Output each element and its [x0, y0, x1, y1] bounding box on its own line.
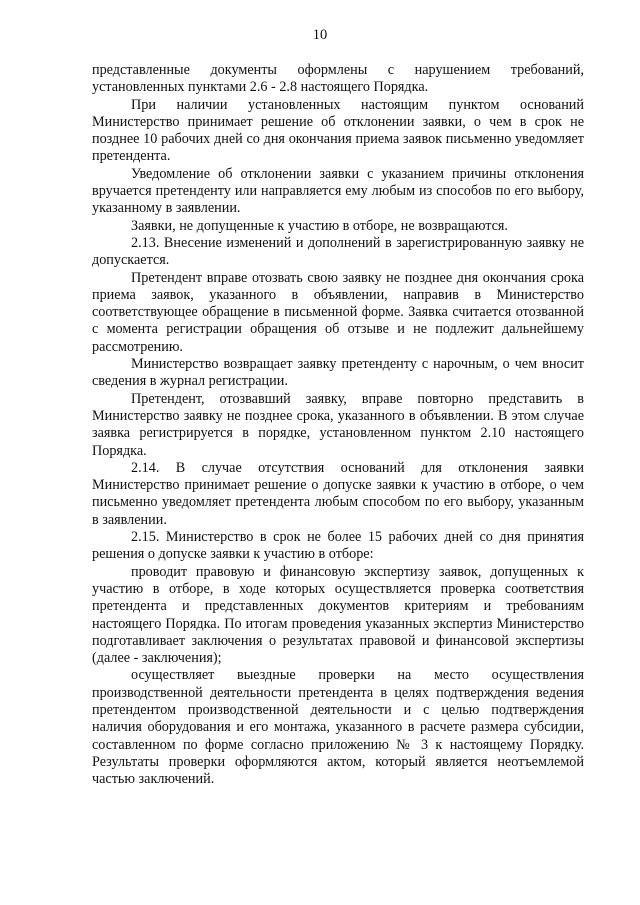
paragraph-continuation: представленные документы оформлены с нарушением требований, установленных пунктами 2.6 - 2.8 настоящего Порядка. — [92, 62, 584, 96]
paragraph-not-returned: Заявки, не допущенные к участию в отборе, не возвращаются. — [131, 217, 508, 234]
page-number: 10 — [312, 27, 328, 43]
document-body — [92, 62, 584, 788]
paragraph-rejection-notice: Уведомление об отклонении заявки с указанием причины отклонения вручается претенденту или направляется ему любым из способов по его выбору, указанному в заявлении. — [92, 165, 584, 217]
paragraph-withdrawal: Претендент вправе отозвать свою заявку не позднее дня окончания срока приема заявок, указанного в объявлении, направив в Министерство соответствующее обращение в письменной форме. Заявка считается отозванной с момента регистрации обращения об отзыве и не подлежит дальнейшему рассмотрению. — [92, 269, 584, 355]
paragraph-rejection-decision: При наличии установленных настоящим пунктом оснований Министерство принимает решение об отклонении заявки, о чем в срок не позднее 10 рабочих дней со дня окончания приема заявок письменно уведомляет претендента. — [92, 96, 584, 165]
paragraph-2-13: 2.13. Внесение изменений и дополнений в зарегистрированную заявку не допускается. — [92, 234, 584, 269]
paragraph-legal-financial-review: проводит правовую и финансовую экспертизу заявок, допущенных к участию в отборе, в ходе которых осуществляется проверка соответствия претендента и представленных документов критериям и требованиям настоящего Порядка. По итогам проведения указанных экспертиз Министерство подготавливает заключения о результатах правовой и финансовой экспертизы (далее - заключения); — [92, 563, 584, 667]
paragraph-onsite-inspection: осуществляет выездные проверки на место осуществления производственной деятельности претендента в целях подтверждения ведения претендентом производственной деятельности и с целью подтверждения наличия оборудования и его монтажа, указанного в расчете размера субсидии, составленном по форме согласно приложению № 3 к настоящему Порядку. Результаты проверки оформляются актом, который является неотъемлемой частью заключений. — [92, 667, 584, 788]
paragraph-2-15: 2.15. Министерство в срок не более 15 рабочих дней со дня принятия решения о допуске заявки к участию в отборе: — [92, 529, 584, 563]
paragraph-resubmission: Претендент, отозвавший заявку, вправе повторно представить в Министерство заявку не позднее срока, указанного в объявлении. В этом случае заявка регистрируется в порядке, установленном пунктом 2.10 настоящего Порядка. — [92, 390, 584, 459]
paragraph-return-courier: Министерство возвращает заявку претенденту с нарочным, о чем вносит сведения в журнал регистрации. — [92, 356, 584, 390]
paragraph-2-14: 2.14. В случае отсутствия оснований для отклонения заявки Министерство принимает решение о допуске заявки к участию в отборе, о чем письменно уведомляет претендента любым способом по его выбору, указанным в заявлении. — [92, 459, 584, 528]
